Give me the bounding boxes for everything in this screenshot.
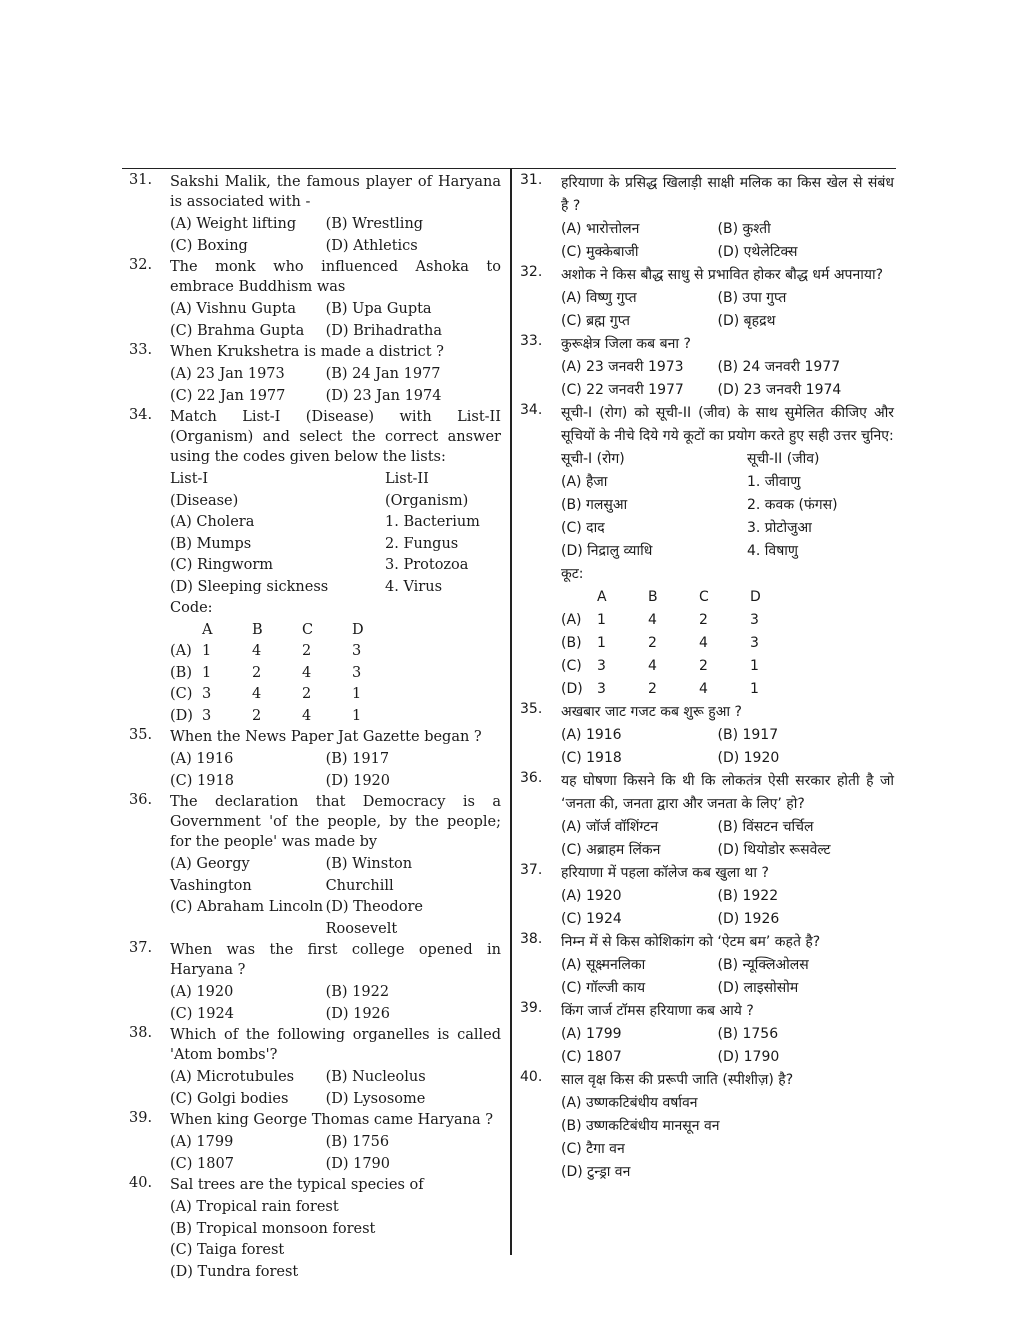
options: [170, 1132, 501, 1175]
code-cell: 3: [202, 707, 212, 724]
question-35: [125, 727, 501, 792]
list-i-item: (A) हैजा: [561, 474, 608, 490]
options: [561, 287, 894, 333]
question-text: Which of the following organelles is called 'Atom bombs'?: [170, 1027, 501, 1063]
code-row: [170, 706, 501, 728]
question-36: [125, 792, 501, 940]
question-number: 32.: [129, 257, 153, 273]
option: (D) लाइसोसोम: [717, 980, 799, 996]
match-row: [170, 577, 501, 599]
question-number: 38.: [129, 1025, 153, 1041]
question-text: साल वृक्ष किस की प्ररूपी जाति (स्पीशीज़) है?: [561, 1072, 794, 1088]
code-cell: (B): [170, 664, 192, 681]
code-row: [561, 632, 894, 655]
option: (D) टुन्ड्रा वन: [561, 1164, 631, 1180]
option: (C) गॉल्जी काय: [561, 980, 646, 996]
option: (D) बृहद्रथ: [717, 313, 776, 329]
question-text: Sal trees are the typical species of: [170, 1177, 424, 1193]
option: (C) 1918: [170, 772, 234, 789]
option: (B) Upa Gupta: [325, 301, 432, 317]
code-cell: [561, 586, 597, 609]
question-text: Match List-I (Disease) with List-II (Organism) and select the correct answer using the codes given below the lists:: [170, 409, 501, 465]
code-cell: C: [302, 621, 314, 638]
options: [170, 214, 501, 257]
code-cell: 3: [352, 664, 362, 681]
list-ii-item: 3. Protozoa: [385, 557, 469, 573]
question-36: [516, 770, 894, 862]
match-lists: [170, 469, 501, 598]
question-number: 31.: [520, 172, 543, 188]
question-33: [516, 333, 894, 402]
question-number: 33.: [129, 342, 153, 358]
option: (D) 1926: [717, 911, 780, 927]
option: (A) 1916: [561, 727, 622, 743]
code-cell: 4: [648, 612, 657, 628]
option: (A) भारोत्तोलन: [561, 221, 640, 237]
option: (B) Nucleolus: [325, 1069, 426, 1085]
option: (D) थियोडोर रूसवेल्ट: [717, 842, 831, 858]
option: (B) Wrestling: [325, 216, 424, 232]
option: (D) 1926: [325, 1005, 391, 1022]
match-row: [170, 555, 501, 577]
options: [561, 1023, 894, 1069]
option: (B) उपा गुप्त: [717, 290, 787, 306]
question-number: 36.: [129, 792, 153, 808]
option: (C) Abraham Lincoln: [170, 899, 324, 915]
column-divider: [510, 168, 512, 1255]
code-table: [170, 620, 501, 728]
code-cell: (A): [170, 643, 192, 659]
options: [561, 816, 894, 862]
code-cell: [170, 620, 202, 642]
question-number: 40.: [129, 1175, 153, 1191]
code-cell: D: [750, 589, 761, 605]
option: (D) 1920: [717, 750, 780, 766]
option: (B) Tropical monsoon forest: [170, 1220, 376, 1237]
code-cell: C: [699, 589, 709, 605]
code-cell: 1: [202, 643, 212, 659]
code-cell: 2: [302, 643, 312, 659]
code-label: कूट:: [561, 566, 584, 582]
list-i-item: (D) निद्रालु व्याधि: [561, 543, 653, 559]
question-37: [516, 862, 894, 931]
list-i-item: (A) Cholera: [170, 514, 255, 530]
question-text: हरियाणा में पहला कॉलेज कब खुला था ?: [561, 865, 769, 881]
option: (B) विंसटन चर्चिल: [717, 819, 814, 835]
option: (D) 23 Jan 1974: [325, 387, 442, 404]
code-cell: 3: [597, 658, 606, 674]
question-39: [516, 1000, 894, 1069]
option: (D) Lysosome: [325, 1090, 426, 1107]
match-row: [170, 491, 501, 513]
option: (B) 1917: [717, 727, 779, 743]
question-text: The monk who influenced Ashoka to embrace Buddhism was: [170, 259, 501, 295]
option: (C) Golgi bodies: [170, 1090, 289, 1107]
code-cell: 4: [252, 686, 262, 702]
option: (D) 1790: [717, 1049, 780, 1065]
question-33: [125, 342, 501, 407]
question-31: [516, 172, 894, 264]
list-ii-item: 4. Virus: [385, 578, 443, 595]
code-cell: (A): [561, 612, 582, 628]
code-cell: 4: [252, 643, 262, 659]
code-cell: 3: [750, 612, 759, 628]
code-cell: 3: [597, 681, 606, 697]
code-cell: (D): [170, 707, 193, 724]
question-34: [516, 402, 894, 701]
option: (C) 1807: [170, 1155, 234, 1172]
code-cell: B: [648, 589, 658, 605]
code-cell: 1: [202, 664, 212, 681]
question-text: Sakshi Malik, the famous player of Haryana is associated with -: [170, 174, 501, 210]
question-40: [125, 1175, 501, 1283]
option: (C) ब्रह्म गुप्त: [561, 313, 630, 329]
match-row: [170, 469, 501, 491]
code-cell: (B): [561, 635, 582, 651]
option: (C) अब्राहम लिंकन: [561, 842, 661, 858]
option: (A) उष्णकटिबंधीय वर्षावन: [561, 1095, 698, 1111]
code-row: [170, 641, 501, 663]
question-text: हरियाणा के प्रसिद्ध खिलाड़ी साक्षी मलिक का किस खेल से संबंध है ?: [561, 175, 894, 214]
option: (B) Winston Churchill: [325, 856, 413, 894]
match-row: [170, 534, 501, 556]
options: [561, 356, 894, 402]
question-number: 39.: [129, 1110, 153, 1126]
option: (C) 1924: [561, 911, 622, 927]
option: (B) 1917: [325, 751, 390, 767]
question-text: किंग जार्ज टॉमस हरियाणा कब आये ?: [561, 1003, 754, 1019]
code-row: [561, 678, 894, 701]
option: (A) Vishnu Gupta: [170, 301, 296, 317]
question-text: अशोक ने किस बौद्ध साधु से प्रभावित होकर बौद्ध धर्म अपनाया?: [561, 267, 884, 283]
code-row: [170, 684, 501, 706]
list-i-item: List-I: [170, 471, 209, 487]
list-ii-item: 2. Fungus: [385, 535, 459, 552]
match-row: [561, 540, 894, 563]
options: [561, 954, 894, 1000]
question-number: 34.: [520, 402, 543, 418]
question-text: निम्न में से किस कोशिकांग को ‘ऐटम बम’ कहते है?: [561, 934, 821, 950]
code-cell: A: [597, 589, 607, 605]
option: (B) 24 जनवरी 1977: [717, 359, 841, 375]
list-ii-item: List-II: [385, 471, 429, 487]
options: [170, 749, 501, 792]
question-number: 40.: [520, 1069, 543, 1085]
question-number: 37.: [520, 862, 543, 878]
option: (A) 1799: [170, 1134, 234, 1150]
option: (A) 1916: [170, 751, 234, 767]
question-text: When was the first college opened in Haryana ?: [170, 942, 501, 978]
option: (D) 1920: [325, 772, 391, 789]
question-38: [125, 1025, 501, 1110]
option: (B) न्यूक्लिओलस: [717, 957, 809, 973]
code-label: Code:: [170, 600, 213, 616]
match-row: [170, 512, 501, 534]
option: (A) Microtubules: [170, 1069, 295, 1085]
question-31: [125, 172, 501, 257]
question-text: सूची-I (रोग) को सूची-II (जीव) के साथ सुमेलित कीजिए और सूचियों के नीचे दिये गये कूटों का प्रयोग करते हुए सही उत्तर चुनिए:: [561, 405, 894, 444]
options: [561, 724, 894, 770]
options: [170, 1197, 501, 1283]
question-text: The declaration that Democracy is a Government 'of the people, by the people; for the people' was made by: [170, 794, 501, 850]
code-cell: 2: [252, 664, 262, 681]
list-i-item: (Disease): [170, 492, 239, 509]
list-ii-item: (Organism): [385, 492, 469, 509]
code-cell: 2: [648, 681, 657, 697]
option: (D) एथेलेटिक्स: [717, 244, 798, 260]
question-40: [516, 1069, 894, 1184]
code-cell: 1: [597, 635, 606, 651]
code-cell: 2: [252, 707, 262, 724]
question-text: कुरूक्षेत्र जिला कब बना ?: [561, 336, 691, 352]
option: (C) Boxing: [170, 237, 248, 254]
question-number: 39.: [520, 1000, 543, 1016]
option: (D) Theodore Roosevelt: [325, 899, 423, 937]
code-cell: A: [202, 621, 213, 638]
question-37: [125, 940, 501, 1025]
code-cell: 3: [352, 643, 362, 659]
option: (A) 23 Jan 1973: [170, 366, 285, 382]
hindi-column: [516, 172, 894, 1184]
option: (C) 1918: [561, 750, 622, 766]
code-cell: 2: [648, 635, 657, 651]
code-row: [170, 663, 501, 685]
option: (A) जॉर्ज वॉशिंग्टन: [561, 819, 659, 835]
code-cell: 2: [699, 658, 708, 674]
code-cell: 1: [750, 681, 759, 697]
question-text: When king George Thomas came Haryana ?: [170, 1112, 494, 1128]
english-column: [125, 172, 501, 1283]
code-cell: D: [352, 621, 364, 638]
list-ii-item: 1. Bacterium: [385, 514, 480, 530]
option: (C) Brahma Gupta: [170, 322, 305, 339]
match-row: [561, 448, 894, 471]
code-row: [170, 620, 501, 642]
list-ii-item: 3. प्रोटोजुआ: [747, 520, 812, 536]
options: [561, 885, 894, 931]
option: (B) 1756: [717, 1026, 779, 1042]
question-number: 33.: [520, 333, 543, 349]
question-39: [125, 1110, 501, 1175]
option: (D) 1790: [325, 1155, 391, 1172]
list-i-item: (C) दाद: [561, 520, 605, 536]
options: [170, 854, 501, 940]
question-number: 36.: [520, 770, 543, 786]
question-number: 38.: [520, 931, 543, 947]
list-i-item: (B) गलसुआ: [561, 497, 628, 513]
match-row: [561, 517, 894, 540]
question-35: [516, 701, 894, 770]
code-table: [561, 586, 894, 701]
code-cell: (D): [561, 681, 583, 697]
question-number: 32.: [520, 264, 543, 280]
question-text: यह घोषणा किसने कि थी कि लोकतंत्र ऐसी सरकार होती है जो ‘जनता की, जनता द्वारा और जनता के लिए’ हो?: [561, 773, 894, 812]
list-ii-item: सूची-II (जीव): [747, 451, 820, 467]
question-text: अखबार जाट गजट कब शुरू हुआ ?: [561, 704, 742, 720]
option: (D) Brihadratha: [325, 322, 442, 339]
option: (C) 22 जनवरी 1977: [561, 382, 684, 398]
options: [170, 982, 501, 1025]
option: (B) उष्णकटिबंधीय मानसून वन: [561, 1118, 720, 1134]
code-cell: (C): [170, 686, 193, 702]
code-cell: 1: [352, 686, 362, 702]
code-row: [561, 655, 894, 678]
code-cell: 4: [699, 635, 708, 651]
option: (A) विष्णु गुप्त: [561, 290, 637, 306]
match-row: [561, 494, 894, 517]
question-number: 37.: [129, 940, 153, 956]
question-text: When the News Paper Jat Gazette began ?: [170, 729, 482, 745]
option: (A) Georgy Vashington: [170, 856, 252, 894]
question-number: 35.: [520, 701, 543, 717]
option: (C) Taiga forest: [170, 1242, 285, 1258]
options: [561, 218, 894, 264]
top-rule: [122, 168, 896, 169]
code-cell: 4: [302, 664, 312, 681]
option: (B) 1922: [325, 984, 390, 1000]
code-cell: 4: [648, 658, 657, 674]
list-i-item: (D) Sleeping sickness: [170, 578, 329, 595]
code-cell: 3: [202, 686, 212, 702]
code-cell: (C): [561, 658, 582, 674]
option: (A) 1920: [170, 984, 234, 1000]
option: (C) टैगा वन: [561, 1141, 625, 1157]
option: (A) 1799: [561, 1026, 622, 1042]
code-cell: 2: [699, 612, 708, 628]
list-ii-item: 1. जीवाणु: [747, 474, 801, 490]
code-cell: 1: [352, 707, 362, 724]
option: (B) 24 Jan 1977: [325, 366, 441, 382]
list-ii-item: 4. विषाणु: [747, 543, 799, 559]
code-cell: B: [252, 621, 263, 638]
options: [561, 1092, 894, 1184]
question-34: [125, 407, 501, 727]
question-32: [125, 257, 501, 342]
option: (B) 1756: [325, 1134, 390, 1150]
list-i-item: (B) Mumps: [170, 535, 252, 552]
option: (A) 1920: [561, 888, 622, 904]
code-row: [561, 609, 894, 632]
option: (D) Athletics: [325, 237, 418, 254]
code-cell: 4: [302, 707, 312, 724]
question-32: [516, 264, 894, 333]
list-i-item: (C) Ringworm: [170, 557, 274, 573]
option: (A) 23 जनवरी 1973: [561, 359, 684, 375]
code-cell: 2: [302, 686, 312, 702]
option: (C) 1924: [170, 1005, 234, 1022]
code-cell: 1: [597, 612, 606, 628]
match-lists: [561, 448, 894, 563]
question-number: 34.: [129, 407, 153, 423]
option: (B) 1922: [717, 888, 779, 904]
match-row: [561, 471, 894, 494]
list-i-item: सूची-I (रोग): [561, 451, 625, 467]
option: (B) कुश्ती: [717, 221, 771, 237]
option: (D) Tundra forest: [170, 1263, 299, 1280]
question-38: [516, 931, 894, 1000]
code-cell: 1: [750, 658, 759, 674]
option: (A) Weight lifting: [170, 216, 297, 232]
code-cell: 4: [699, 681, 708, 697]
option: (A) सूक्ष्मनलिका: [561, 957, 646, 973]
option: (D) 23 जनवरी 1974: [717, 382, 842, 398]
options: [170, 299, 501, 342]
option: (C) 1807: [561, 1049, 622, 1065]
option: (A) Tropical rain forest: [170, 1199, 339, 1215]
option: (C) 22 Jan 1977: [170, 387, 286, 404]
options: [170, 364, 501, 407]
options: [170, 1067, 501, 1110]
option: (C) मुक्केबाजी: [561, 244, 639, 260]
list-ii-item: 2. कवक (फंगस): [747, 497, 838, 513]
code-cell: 3: [750, 635, 759, 651]
question-number: 35.: [129, 727, 153, 743]
code-row: [561, 586, 894, 609]
question-text: When Krukshetra is made a district ?: [170, 344, 444, 360]
question-number: 31.: [129, 172, 153, 188]
